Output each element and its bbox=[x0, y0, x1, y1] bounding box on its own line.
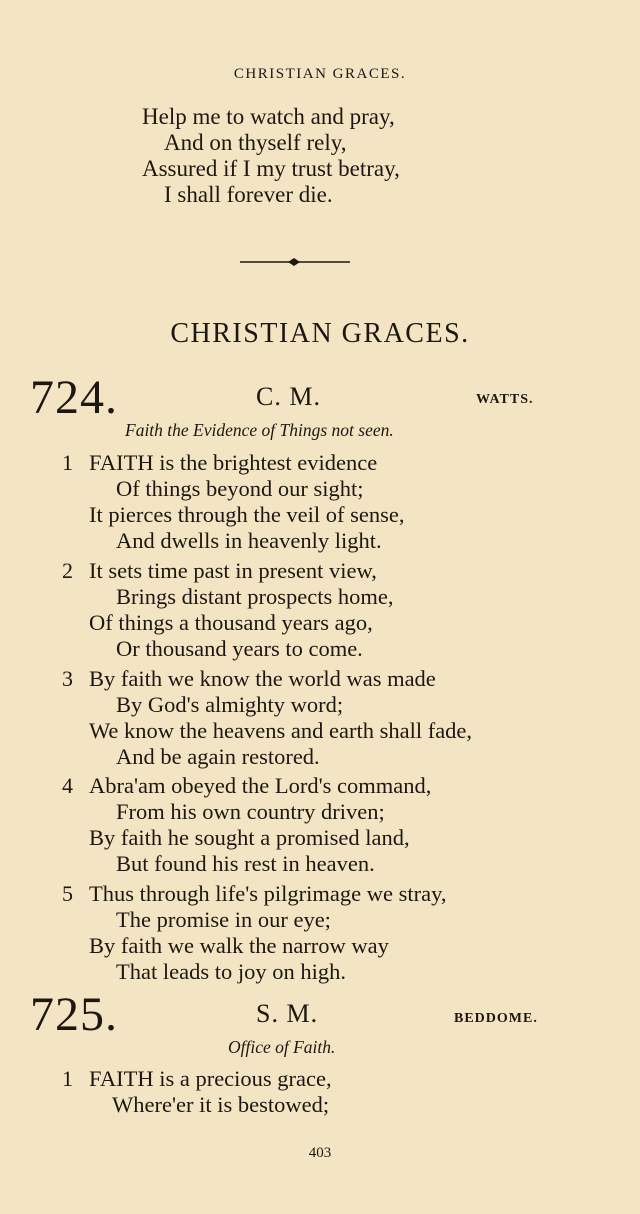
verse-line: Abra'am obeyed the Lord's command, bbox=[89, 773, 432, 798]
verse-line: By faith we know the world was made bbox=[89, 666, 436, 691]
verse-line: Brings distant prospects home, bbox=[116, 584, 394, 609]
verse-line: Or thousand years to come. bbox=[116, 636, 363, 661]
verse-line: That leads to joy on high. bbox=[116, 959, 346, 984]
hymn-author: WATTS. bbox=[476, 392, 534, 407]
verse-line: By God's almighty word; bbox=[116, 692, 344, 717]
verse-line: And dwells in heavenly light. bbox=[116, 528, 382, 553]
verse-number: 1 bbox=[62, 450, 73, 475]
verse-line: Where'er it is bestowed; bbox=[112, 1092, 330, 1117]
verse-number: 1 bbox=[62, 1066, 73, 1091]
verse-number: 4 bbox=[62, 773, 73, 798]
section-title: CHRISTIAN GRACES. bbox=[170, 318, 470, 349]
hymn-author: BEDDOME. bbox=[454, 1011, 538, 1026]
verse-line: By faith we walk the narrow way bbox=[89, 933, 389, 958]
verse-line: We know the heavens and earth shall fade, bbox=[89, 718, 473, 743]
continuation-line: Assured if I my trust betray, bbox=[142, 156, 400, 181]
verse-line: FAITH is the brightest evidence bbox=[89, 450, 378, 475]
verse-line: FAITH is a precious grace, bbox=[89, 1066, 332, 1091]
hymn-subtitle: Office of Faith. bbox=[228, 1037, 336, 1057]
running-head: CHRISTIAN GRACES. bbox=[233, 66, 407, 82]
section-divider-ornament bbox=[240, 255, 350, 269]
verse-line: And be again restored. bbox=[116, 744, 320, 769]
page-number: 403 bbox=[308, 1145, 332, 1161]
hymn-subtitle: Faith the Evidence of Things not seen. bbox=[125, 420, 394, 440]
continuation-line: Help me to watch and pray, bbox=[142, 104, 395, 129]
verse-number: 2 bbox=[62, 558, 73, 583]
verse-line: The promise in our eye; bbox=[116, 907, 331, 932]
hymn-number: 724. bbox=[30, 371, 118, 424]
verse-line: It sets time past in present view, bbox=[89, 558, 377, 583]
verse-line: By faith he sought a promised land, bbox=[89, 825, 410, 850]
verse-number: 5 bbox=[62, 881, 73, 906]
verse-line: From his own country driven; bbox=[116, 799, 385, 824]
verse-line: It pierces through the veil of sense, bbox=[89, 502, 405, 527]
verse-line: Of things a thousand years ago, bbox=[89, 610, 373, 635]
hymn-number: 725. bbox=[30, 988, 118, 1041]
verse-line: But found his rest in heaven. bbox=[116, 851, 375, 876]
verse-line: Thus through life's pilgrimage we stray, bbox=[89, 881, 447, 906]
continuation-line: And on thyself rely, bbox=[164, 130, 347, 155]
hymn-meter: C. M. bbox=[256, 382, 321, 411]
verse-line: Of things beyond our sight; bbox=[116, 476, 364, 501]
hymn-meter: S. M. bbox=[256, 999, 319, 1028]
verse-number: 3 bbox=[62, 666, 73, 691]
continuation-line: I shall forever die. bbox=[164, 182, 333, 207]
